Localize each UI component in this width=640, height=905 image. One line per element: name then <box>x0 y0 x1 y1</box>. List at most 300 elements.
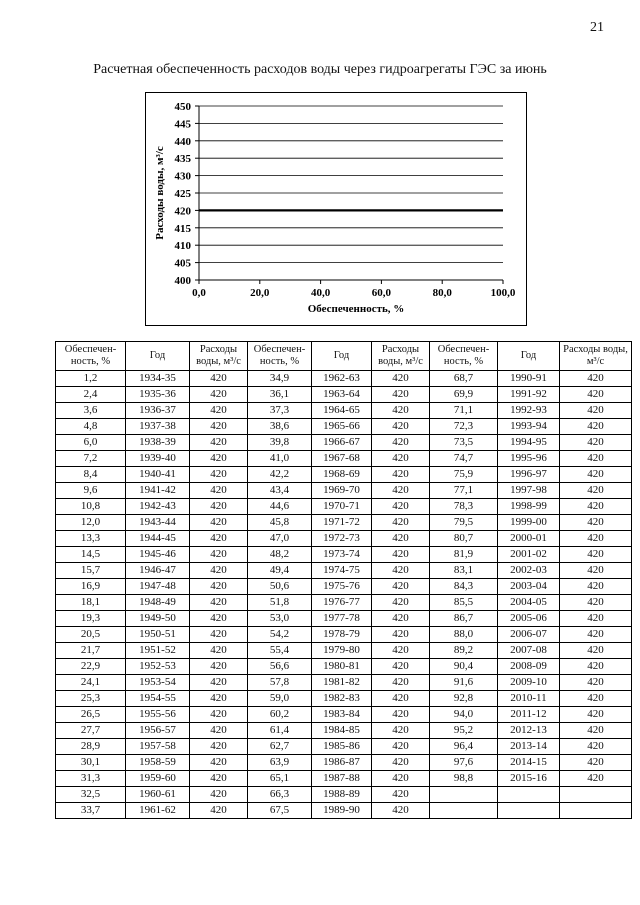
column-header: Расходы воды, м³/с <box>190 342 248 371</box>
y-tick-label: 425 <box>174 188 191 200</box>
table-cell: 77,1 <box>430 483 498 499</box>
table-cell: 420 <box>190 771 248 787</box>
table-cell: 50,6 <box>248 579 312 595</box>
table-cell: 60,2 <box>248 707 312 723</box>
table-cell: 51,8 <box>248 595 312 611</box>
x-tick-label: 20,0 <box>250 287 270 299</box>
table-cell: 1942-43 <box>126 499 190 515</box>
table-cell: 1966-67 <box>312 435 372 451</box>
table-cell: 57,8 <box>248 675 312 691</box>
table-cell: 420 <box>372 595 430 611</box>
table-cell: 420 <box>372 771 430 787</box>
table-cell: 43,4 <box>248 483 312 499</box>
table-cell: 420 <box>372 627 430 643</box>
table-cell: 2012-13 <box>498 723 560 739</box>
table-cell: 86,7 <box>430 611 498 627</box>
table-cell: 2010-11 <box>498 691 560 707</box>
table-row <box>56 739 632 755</box>
table-row <box>56 771 632 787</box>
table-cell: 90,4 <box>430 659 498 675</box>
x-tick-label: 60,0 <box>371 287 392 299</box>
table-cell: 1979-80 <box>312 643 372 659</box>
column-header: Расходы воды, м³/с <box>372 342 430 371</box>
table-cell: 1971-72 <box>312 515 372 531</box>
table-cell: 1968-69 <box>312 467 372 483</box>
table-row <box>56 515 632 531</box>
table-cell: 420 <box>372 579 430 595</box>
chart-title: Расчетная обеспеченность расходов воды через гидроагрегаты ГЭС за июнь <box>93 62 547 77</box>
x-axis-label: Обеспеченность, % <box>307 303 405 315</box>
table-cell: 48,2 <box>248 547 312 563</box>
table-cell: 420 <box>560 643 632 659</box>
table-cell: 75,9 <box>430 467 498 483</box>
table-cell: 1964-65 <box>312 403 372 419</box>
table-cell: 1961-62 <box>126 803 190 819</box>
table-row <box>56 755 632 771</box>
table-cell: 420 <box>190 723 248 739</box>
table-cell: 420 <box>560 451 632 467</box>
table-cell <box>560 787 632 803</box>
table-cell: 1957-58 <box>126 739 190 755</box>
table-cell: 1947-48 <box>126 579 190 595</box>
column-header: Год <box>126 342 190 371</box>
table-cell: 10,8 <box>56 499 126 515</box>
table-cell: 420 <box>190 643 248 659</box>
table-row <box>56 627 632 643</box>
table-cell: 30,1 <box>56 755 126 771</box>
table-cell: 1982-83 <box>312 691 372 707</box>
table-cell: 83,1 <box>430 563 498 579</box>
table-cell: 420 <box>560 515 632 531</box>
table-cell: 420 <box>372 739 430 755</box>
table-cell: 1977-78 <box>312 611 372 627</box>
table-cell: 91,6 <box>430 675 498 691</box>
table-cell: 88,0 <box>430 627 498 643</box>
table-cell: 21,7 <box>56 643 126 659</box>
table-cell: 420 <box>372 547 430 563</box>
table-cell: 1990-91 <box>498 371 560 387</box>
table-cell: 1960-61 <box>126 787 190 803</box>
table-cell: 1994-95 <box>498 435 560 451</box>
table-cell: 420 <box>560 659 632 675</box>
y-tick-label: 430 <box>174 170 191 183</box>
table-row <box>56 659 632 675</box>
table-cell: 55,4 <box>248 643 312 659</box>
table-cell: 1975-76 <box>312 579 372 595</box>
page-number: 21 <box>590 20 604 35</box>
column-header: Обеспечен-ность, % <box>56 342 126 371</box>
table-cell: 420 <box>372 787 430 803</box>
table-cell: 1949-50 <box>126 611 190 627</box>
table-cell: 420 <box>190 419 248 435</box>
table-cell: 420 <box>190 547 248 563</box>
table-cell: 420 <box>372 387 430 403</box>
table-cell: 420 <box>190 531 248 547</box>
table-cell: 420 <box>190 627 248 643</box>
table-cell: 1956-57 <box>126 723 190 739</box>
table-cell: 7,2 <box>56 451 126 467</box>
table-row <box>56 611 632 627</box>
table-cell: 420 <box>190 787 248 803</box>
table-row <box>56 707 632 723</box>
table-cell: 420 <box>372 371 430 387</box>
table-cell: 420 <box>190 451 248 467</box>
table-cell: 89,2 <box>430 643 498 659</box>
table-cell: 1970-71 <box>312 499 372 515</box>
table-cell: 42,2 <box>248 467 312 483</box>
table-cell: 420 <box>560 419 632 435</box>
y-tick-label: 450 <box>174 101 191 113</box>
table-cell: 2013-14 <box>498 739 560 755</box>
table-cell: 420 <box>190 611 248 627</box>
table-cell: 78,3 <box>430 499 498 515</box>
table-cell: 32,5 <box>56 787 126 803</box>
table-cell: 38,6 <box>248 419 312 435</box>
table-row <box>56 675 632 691</box>
table-row <box>56 531 632 547</box>
table-row <box>56 387 632 403</box>
table-cell: 420 <box>560 579 632 595</box>
table-cell: 2006-07 <box>498 627 560 643</box>
table-cell: 41,0 <box>248 451 312 467</box>
table-cell: 1953-54 <box>126 675 190 691</box>
table-cell: 2004-05 <box>498 595 560 611</box>
table-cell: 420 <box>190 595 248 611</box>
table-row <box>56 371 632 387</box>
table-cell: 1987-88 <box>312 771 372 787</box>
y-tick-label: 420 <box>174 205 191 218</box>
table-cell: 80,7 <box>430 531 498 547</box>
table-cell: 1981-82 <box>312 675 372 691</box>
table-cell: 420 <box>560 387 632 403</box>
table-cell: 1950-51 <box>126 627 190 643</box>
table-cell: 420 <box>372 691 430 707</box>
column-header: Обеспечен-ность, % <box>430 342 498 371</box>
table-cell: 420 <box>560 483 632 499</box>
table-cell: 420 <box>190 371 248 387</box>
table-cell <box>430 803 498 819</box>
table-cell: 3,6 <box>56 403 126 419</box>
y-tick-label: 445 <box>174 118 191 131</box>
table-cell: 420 <box>560 547 632 563</box>
table-cell: 420 <box>372 803 430 819</box>
y-tick-label: 405 <box>174 257 191 270</box>
table-cell: 45,8 <box>248 515 312 531</box>
table-header-row <box>56 342 632 371</box>
table-cell: 420 <box>560 499 632 515</box>
table-cell: 44,6 <box>248 499 312 515</box>
table-cell: 420 <box>372 563 430 579</box>
table-cell: 4,8 <box>56 419 126 435</box>
table-cell: 420 <box>372 643 430 659</box>
table-cell: 31,3 <box>56 771 126 787</box>
table-row <box>56 595 632 611</box>
column-header: Год <box>312 342 372 371</box>
x-tick-label: 40,0 <box>310 287 331 299</box>
table-row <box>56 435 632 451</box>
table-cell: 420 <box>560 723 632 739</box>
table-cell: 420 <box>190 803 248 819</box>
y-tick-label: 410 <box>174 240 191 253</box>
table-cell: 420 <box>190 387 248 403</box>
table-row <box>56 787 632 803</box>
table-cell: 1945-46 <box>126 547 190 563</box>
table-cell: 1989-90 <box>312 803 372 819</box>
table-cell <box>498 787 560 803</box>
table-cell: 33,7 <box>56 803 126 819</box>
table-cell: 22,9 <box>56 659 126 675</box>
table-cell: 420 <box>560 755 632 771</box>
table-cell: 24,1 <box>56 675 126 691</box>
table-cell <box>560 803 632 819</box>
table-cell: 66,3 <box>248 787 312 803</box>
table-cell: 25,3 <box>56 691 126 707</box>
table-cell: 1992-93 <box>498 403 560 419</box>
table-row <box>56 403 632 419</box>
table-cell: 13,3 <box>56 531 126 547</box>
table-cell: 420 <box>560 739 632 755</box>
table-cell: 2001-02 <box>498 547 560 563</box>
table-cell: 420 <box>190 739 248 755</box>
table-cell: 420 <box>560 467 632 483</box>
table-cell: 1997-98 <box>498 483 560 499</box>
table-cell: 1962-63 <box>312 371 372 387</box>
table-cell: 36,1 <box>248 387 312 403</box>
table-cell: 420 <box>560 691 632 707</box>
table-cell: 420 <box>560 675 632 691</box>
table-cell: 420 <box>190 515 248 531</box>
table-cell: 2014-15 <box>498 755 560 771</box>
y-axis-label: Расходы воды, м³/с <box>154 146 166 240</box>
table-cell: 97,6 <box>430 755 498 771</box>
table-cell: 84,3 <box>430 579 498 595</box>
table-cell: 1939-40 <box>126 451 190 467</box>
table-cell: 420 <box>560 627 632 643</box>
table-cell: 1967-68 <box>312 451 372 467</box>
table-cell: 67,5 <box>248 803 312 819</box>
table-cell: 1985-86 <box>312 739 372 755</box>
table-row <box>56 723 632 739</box>
table-cell: 54,2 <box>248 627 312 643</box>
x-tick-label: 0,0 <box>192 287 206 299</box>
table-cell: 1946-47 <box>126 563 190 579</box>
table-cell: 49,4 <box>248 563 312 579</box>
table-cell: 1998-99 <box>498 499 560 515</box>
table-cell: 1943-44 <box>126 515 190 531</box>
table-cell: 1983-84 <box>312 707 372 723</box>
table-cell: 72,3 <box>430 419 498 435</box>
table-cell: 420 <box>372 723 430 739</box>
table-cell: 37,3 <box>248 403 312 419</box>
table-cell: 420 <box>190 403 248 419</box>
table-cell: 1959-60 <box>126 771 190 787</box>
column-header: Расходы воды, м³/с <box>560 342 632 371</box>
table-cell: 420 <box>190 499 248 515</box>
y-tick-label: 400 <box>174 275 191 287</box>
table-cell: 27,7 <box>56 723 126 739</box>
table-cell: 1965-66 <box>312 419 372 435</box>
table-cell: 420 <box>190 659 248 675</box>
table-row <box>56 467 632 483</box>
table-cell: 1986-87 <box>312 755 372 771</box>
table-cell: 1936-37 <box>126 403 190 419</box>
table-cell: 56,6 <box>248 659 312 675</box>
table-cell: 1,2 <box>56 371 126 387</box>
table-cell: 1993-94 <box>498 419 560 435</box>
table-cell: 1934-35 <box>126 371 190 387</box>
table-cell: 420 <box>190 691 248 707</box>
table-cell: 420 <box>372 499 430 515</box>
table-cell: 420 <box>560 403 632 419</box>
table-cell: 420 <box>372 403 430 419</box>
table-cell: 1972-73 <box>312 531 372 547</box>
table-cell: 420 <box>560 531 632 547</box>
table-row <box>56 563 632 579</box>
table-cell: 53,0 <box>248 611 312 627</box>
table-cell: 1984-85 <box>312 723 372 739</box>
table-cell: 2008-09 <box>498 659 560 675</box>
table-cell: 420 <box>560 595 632 611</box>
table-cell: 34,9 <box>248 371 312 387</box>
table-cell: 6,0 <box>56 435 126 451</box>
table-cell: 420 <box>560 563 632 579</box>
table-cell: 2011-12 <box>498 707 560 723</box>
table-row <box>56 419 632 435</box>
table-cell: 420 <box>190 675 248 691</box>
table-cell: 1937-38 <box>126 419 190 435</box>
chart-frame <box>145 92 527 326</box>
table-cell: 1976-77 <box>312 595 372 611</box>
column-header: Год <box>498 342 560 371</box>
table-cell: 420 <box>372 419 430 435</box>
table-cell: 15,7 <box>56 563 126 579</box>
table-cell: 1938-39 <box>126 435 190 451</box>
table-cell: 69,9 <box>430 387 498 403</box>
x-tick-label: 80,0 <box>432 287 452 299</box>
table-cell: 12,0 <box>56 515 126 531</box>
table-row <box>56 691 632 707</box>
table-cell: 1978-79 <box>312 627 372 643</box>
table-cell: 420 <box>560 771 632 787</box>
table-cell: 420 <box>190 563 248 579</box>
table-cell: 420 <box>190 483 248 499</box>
y-tick-label: 435 <box>174 153 191 166</box>
table-cell: 18,1 <box>56 595 126 611</box>
table-cell: 39,8 <box>248 435 312 451</box>
table-row <box>56 579 632 595</box>
table-row <box>56 803 632 819</box>
table-cell: 1980-81 <box>312 659 372 675</box>
table-cell: 14,5 <box>56 547 126 563</box>
table-cell: 96,4 <box>430 739 498 755</box>
table-cell: 420 <box>372 755 430 771</box>
table-cell: 94,0 <box>430 707 498 723</box>
table-cell: 420 <box>372 531 430 547</box>
table-row <box>56 499 632 515</box>
table-row <box>56 643 632 659</box>
y-tick-label: 415 <box>174 222 191 235</box>
table-cell: 2000-01 <box>498 531 560 547</box>
table-cell: 85,5 <box>430 595 498 611</box>
table-cell: 62,7 <box>248 739 312 755</box>
table-cell: 19,3 <box>56 611 126 627</box>
table-cell: 95,2 <box>430 723 498 739</box>
table-cell: 65,1 <box>248 771 312 787</box>
table-cell: 1958-59 <box>126 755 190 771</box>
table-cell: 1999-00 <box>498 515 560 531</box>
table-cell: 74,7 <box>430 451 498 467</box>
table-cell: 59,0 <box>248 691 312 707</box>
table-cell: 1954-55 <box>126 691 190 707</box>
column-header: Обеспечен-ность, % <box>248 342 312 371</box>
table-cell: 420 <box>560 435 632 451</box>
table-cell: 420 <box>190 707 248 723</box>
table-cell: 420 <box>190 579 248 595</box>
table-cell <box>498 803 560 819</box>
table-cell: 2,4 <box>56 387 126 403</box>
table-cell: 2007-08 <box>498 643 560 659</box>
table-cell: 420 <box>372 675 430 691</box>
table-cell: 16,9 <box>56 579 126 595</box>
table-cell: 1974-75 <box>312 563 372 579</box>
table-cell: 2002-03 <box>498 563 560 579</box>
table-cell: 61,4 <box>248 723 312 739</box>
table-cell: 2009-10 <box>498 675 560 691</box>
table-cell: 26,5 <box>56 707 126 723</box>
table-cell: 420 <box>372 515 430 531</box>
table-cell: 1951-52 <box>126 643 190 659</box>
table-cell: 1935-36 <box>126 387 190 403</box>
table-cell: 1988-89 <box>312 787 372 803</box>
table-cell: 1955-56 <box>126 707 190 723</box>
flow-table <box>55 341 632 819</box>
table-cell: 1941-42 <box>126 483 190 499</box>
table-cell: 420 <box>372 611 430 627</box>
table-cell: 9,6 <box>56 483 126 499</box>
table-cell: 79,5 <box>430 515 498 531</box>
table-cell: 1952-53 <box>126 659 190 675</box>
table-cell: 1973-74 <box>312 547 372 563</box>
table-cell: 20,5 <box>56 627 126 643</box>
x-tick-label: 100,0 <box>490 287 516 299</box>
table-cell: 1963-64 <box>312 387 372 403</box>
table-body <box>56 371 632 819</box>
table-cell: 47,0 <box>248 531 312 547</box>
table-cell: 420 <box>560 611 632 627</box>
table-cell: 420 <box>190 435 248 451</box>
table-cell: 420 <box>372 659 430 675</box>
table-cell: 420 <box>190 467 248 483</box>
table-cell: 1995-96 <box>498 451 560 467</box>
table-cell: 68,7 <box>430 371 498 387</box>
table-cell: 28,9 <box>56 739 126 755</box>
table-cell: 1944-45 <box>126 531 190 547</box>
table-row <box>56 547 632 563</box>
table-cell: 2015-16 <box>498 771 560 787</box>
table-cell: 73,5 <box>430 435 498 451</box>
table-cell: 2005-06 <box>498 611 560 627</box>
table-cell: 420 <box>190 755 248 771</box>
table-cell: 1996-97 <box>498 467 560 483</box>
table-cell: 81,9 <box>430 547 498 563</box>
table-cell: 420 <box>560 707 632 723</box>
table-cell: 420 <box>372 451 430 467</box>
table-cell: 1940-41 <box>126 467 190 483</box>
table-cell: 8,4 <box>56 467 126 483</box>
table-cell: 2003-04 <box>498 579 560 595</box>
table-cell: 1969-70 <box>312 483 372 499</box>
table-cell: 420 <box>372 707 430 723</box>
